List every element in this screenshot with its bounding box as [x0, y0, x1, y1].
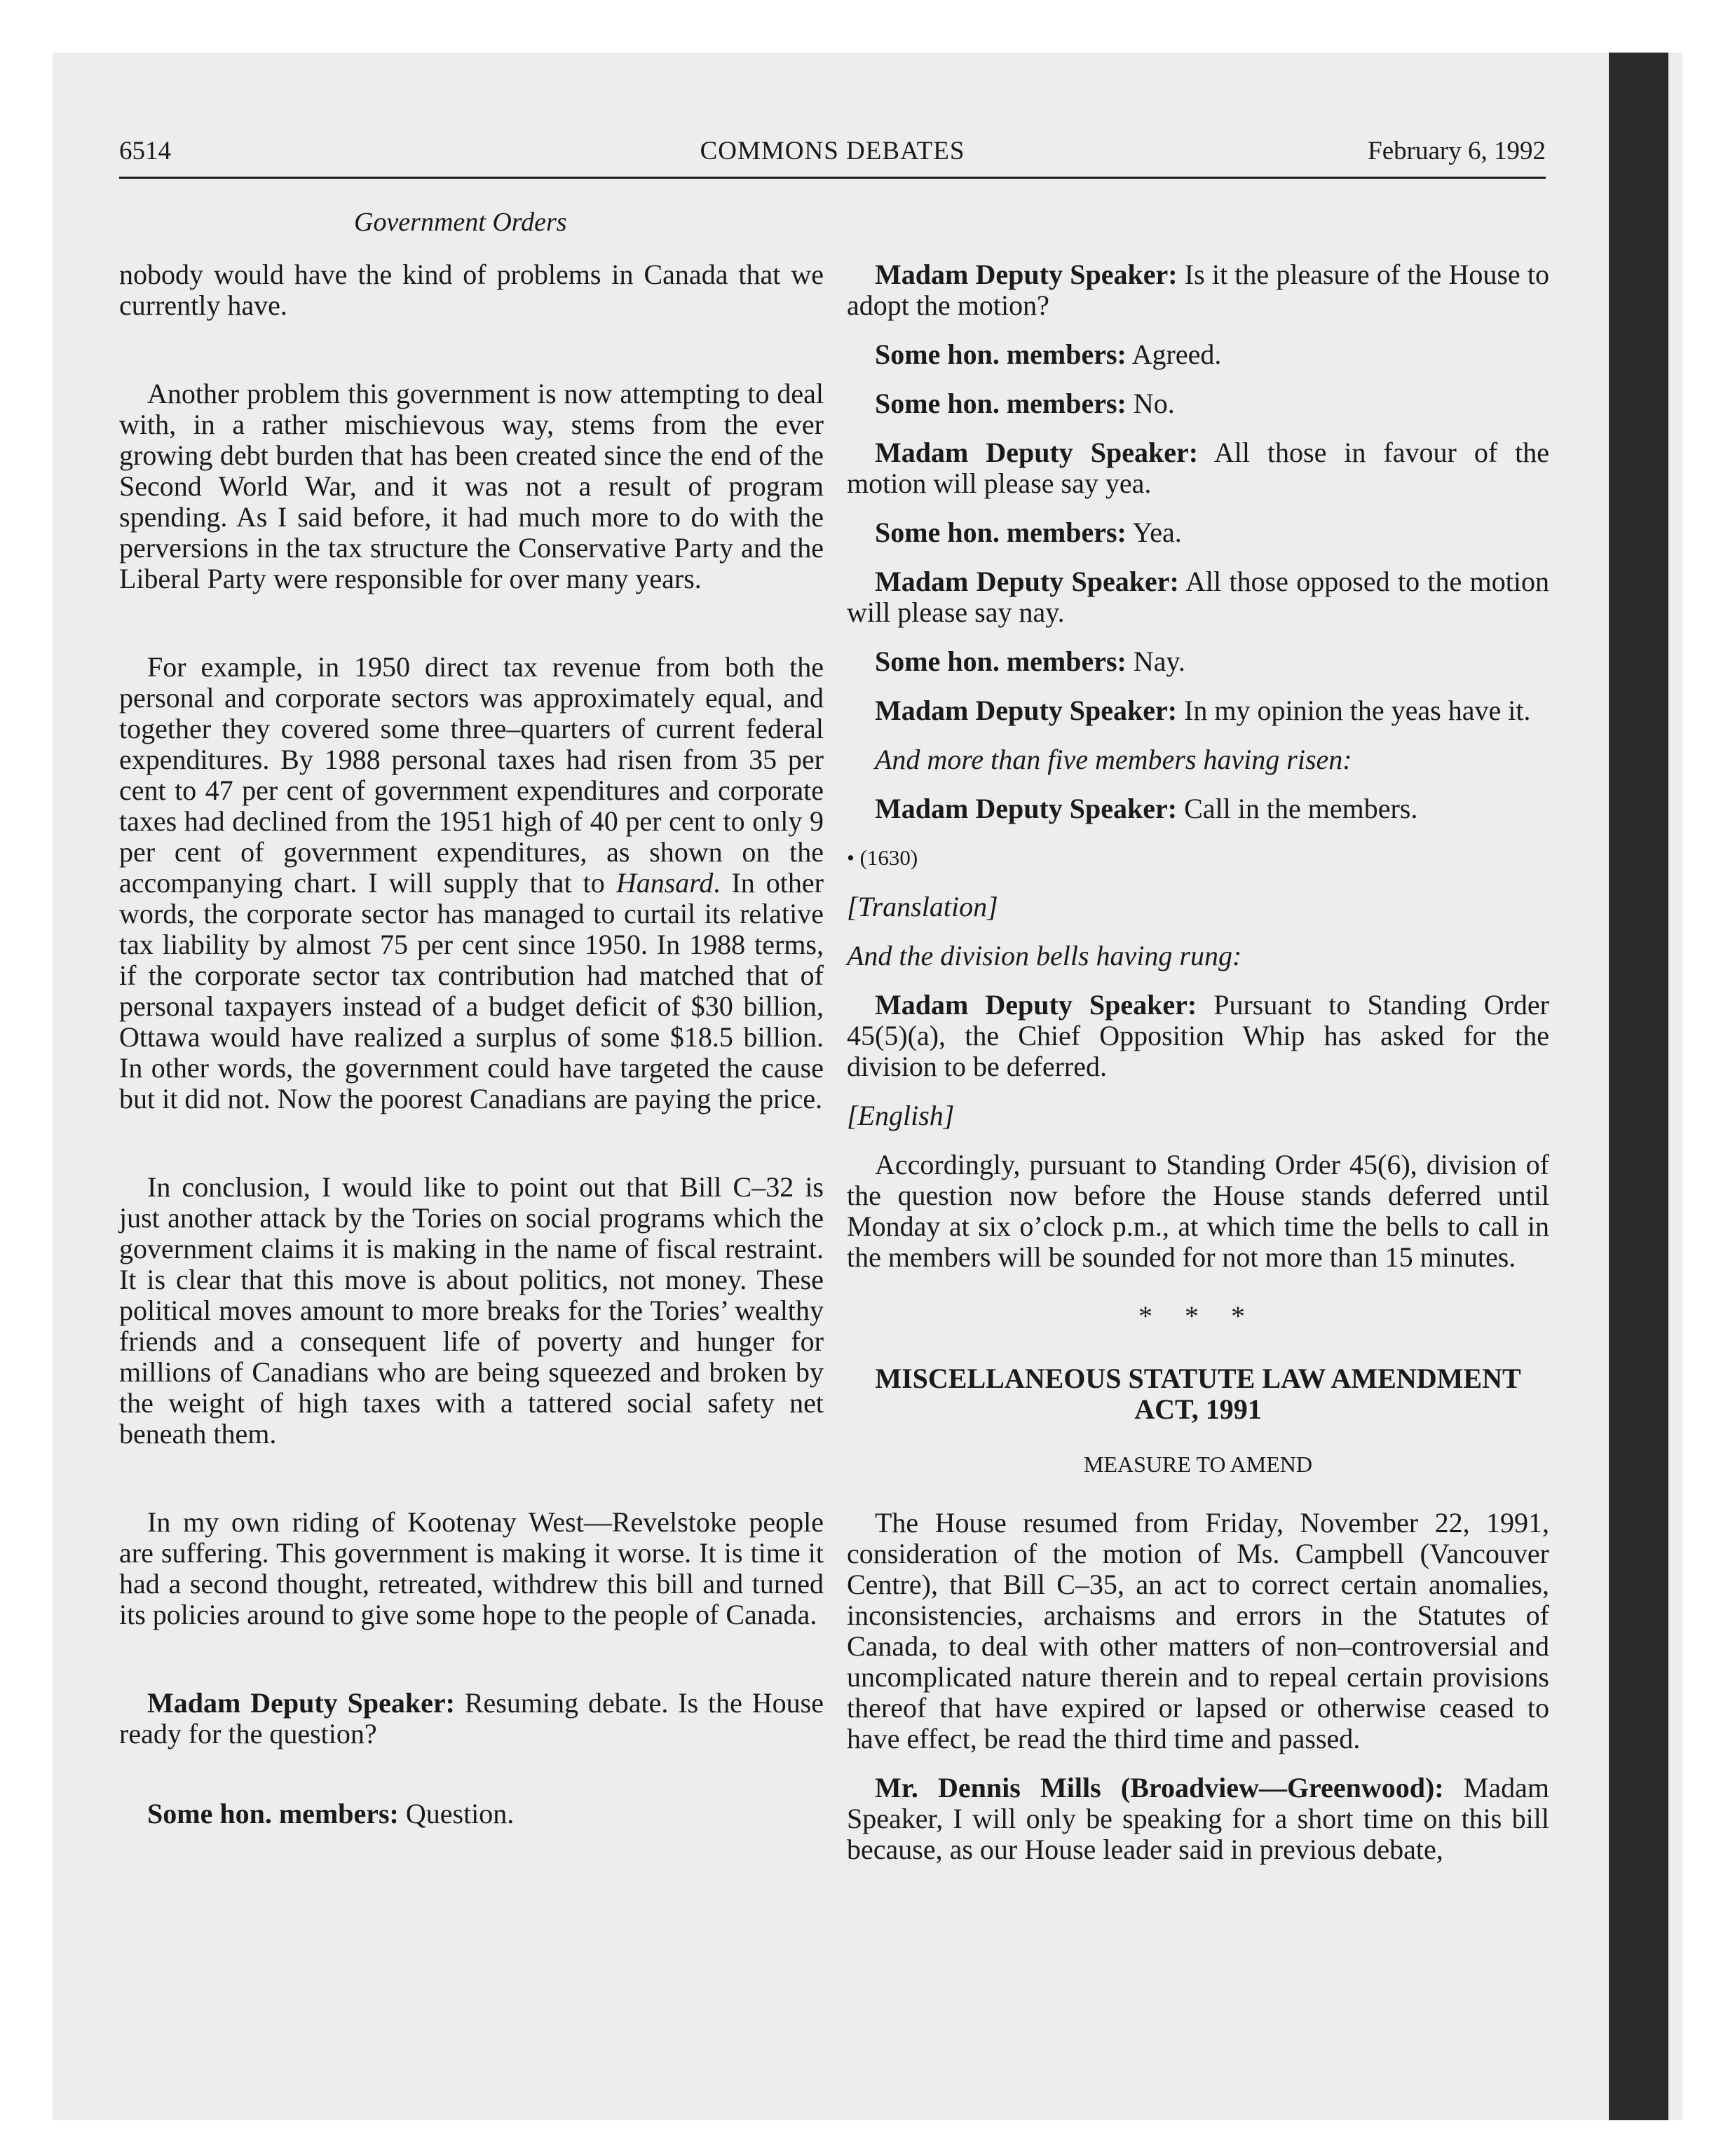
bill-headline: MISCELLANEOUS STATUTE LAW AMENDMENT ACT, 1991: [875, 1363, 1521, 1425]
speech-text: All those in favour of the motion will please say yea.: [847, 437, 1549, 499]
bill-subheading: MEASURE TO AMEND: [1084, 1452, 1312, 1477]
speech-text: Nay.: [1126, 646, 1185, 677]
publication-title: COMMONS DEBATES: [700, 137, 965, 165]
speech: [119, 1688, 824, 1749]
speech-text: Call in the members.: [1177, 793, 1418, 824]
speech-text: Question.: [398, 1798, 515, 1829]
paragraph-text: . In other words, the corporate sector has managed to curtail its relative tax liability by almost 75 per cent since 1950. In 1988 terms, if the corporate sector tax contribution had matched that of personal taxpayers instead of a budget deficit of $30 billion, Ottawa would have realized a surplus of some $18.5 billion. In other words, the government could have targeted the cause but it did not. Now the poorest Canadians are paying the price.: [119, 867, 824, 1114]
procedural-note: And more than five members having risen:: [875, 744, 1352, 775]
speech: [847, 517, 1549, 548]
speech-text: All those opposed to the motion will please say nay.: [847, 566, 1549, 628]
speaker-name: Some hon. members:: [147, 1798, 399, 1829]
speech: [847, 793, 1549, 824]
speaker-name: Madam Deputy Speaker:: [875, 989, 1197, 1021]
speaker-name: Madam Deputy Speaker:: [875, 566, 1179, 597]
right-column: [847, 259, 1549, 1883]
speaker-name: Some hon. members:: [875, 388, 1127, 419]
speech: [847, 388, 1549, 419]
page-number: 6514: [119, 137, 171, 165]
publication-date: February 6, 1992: [1368, 137, 1546, 165]
translation-marker: [Translation]: [847, 891, 998, 922]
left-column: [119, 259, 824, 1887]
time-marker: • (1630): [847, 845, 918, 870]
paragraph-text: For example, in 1950 direct tax revenue from both the personal and corporate sectors was approximately equal, and together they covered some three–quarters of current federal expenditures. By 1988 personal taxes had risen from 35 per cent to 47 per cent of government expenditures and corporate taxes had declined from the 1951 high of 40 per cent to only 9 per cent of government expenditures, as shown on the accompanying chart. I will supply that to: [119, 651, 824, 899]
page-header: [119, 128, 1546, 179]
speech: [847, 1773, 1549, 1865]
speech-text: Madam Speaker, I will only be speaking for a short time on this bill because, as our House leader said in previous debate,: [847, 1772, 1549, 1865]
speech-text: Yea.: [1126, 517, 1182, 548]
speech: [847, 259, 1549, 321]
language-marker: [English]: [847, 1100, 955, 1131]
speech: [119, 1799, 824, 1829]
speaker-name: Mr. Dennis Mills (Broadview—Greenwood):: [875, 1772, 1444, 1803]
scan-edge-shadow: [1609, 53, 1668, 2120]
speaker-name: Some hon. members:: [875, 339, 1127, 370]
speech: [847, 437, 1549, 499]
speaker-name: Madam Deputy Speaker:: [875, 695, 1178, 726]
section-separator: * * *: [1138, 1300, 1258, 1332]
paragraph: In conclusion, I would like to point out that Bill C–32 is just another attack by the Tories on social programs which the government claims it is making in the name of fiscal restraint. It is clear that this move is about politics, not money. These political moves amount to more breaks for the Tories’ wealthy friends and a consequent life of poverty and hunger for millions of Canadians who are being squeezed and broken by the weight of high taxes with a tattered social safety net beneath them.: [119, 1171, 824, 1449]
speech-text: In my opinion the yeas have it.: [1177, 695, 1531, 726]
hansard-reference: Hansard: [615, 867, 714, 899]
speech-text: Resuming debate. Is the House ready for the question?: [119, 1687, 824, 1749]
speech: [847, 695, 1549, 726]
paragraph: nobody would have the kind of problems in Canada that we currently have.: [119, 259, 824, 321]
paragraph: The House resumed from Friday, November 22, 1991, consideration of the motion of Ms. Campbell (Vancouver Centre), that Bill C–35, an act to correct certain anomalies, inconsistencies, archaisms and errors in the Statutes of Canada, to deal with other matters of non–controversial and uncomplicated nature therein and to repeal certain provisions thereof that have expired or lapsed or otherwise ceased to have effect, be read the third time and passed.: [847, 1507, 1549, 1754]
speech: [847, 339, 1549, 370]
paragraph: In my own riding of Kootenay West—Revelstoke people are suffering. This government is making it worse. It is time it had a second thought, retreated, withdrew this bill and turned its policies around to give some hope to the people of Canada.: [119, 1506, 824, 1630]
speech-text: No.: [1126, 388, 1175, 419]
paragraph: [119, 652, 824, 1114]
speaker-name: Some hon. members:: [875, 646, 1127, 677]
speech: [847, 990, 1549, 1082]
speaker-name: Madam Deputy Speaker:: [875, 793, 1178, 824]
speech: [847, 646, 1549, 677]
speaker-name: Madam Deputy Speaker:: [875, 437, 1199, 468]
speech-text: Pursuant to Standing Order 45(5)(a), the Chief Opposition Whip has asked for the division to be deferred.: [847, 989, 1549, 1082]
speaker-name: Madam Deputy Speaker:: [875, 259, 1178, 290]
procedural-note: And the division bells having rung:: [847, 940, 1242, 971]
speech: [847, 566, 1549, 628]
speech-text: Is it the pleasure of the House to adopt the motion?: [847, 259, 1550, 321]
speaker-name: Some hon. members:: [875, 517, 1127, 548]
paragraph: Accordingly, pursuant to Standing Order 45(6), division of the question now before the House stands deferred until Monday at six o’clock p.m., at which time the bells to call in the members will be sounded for not more than 15 minutes.: [847, 1149, 1549, 1273]
speaker-name: Madam Deputy Speaker:: [147, 1687, 455, 1719]
paragraph: Another problem this government is now attempting to deal with, in a rather mischievous way, stems from the ever growing debt burden that has been created since the end of the Second World War, and it was not a result of program spending. As I said before, it had much more to do with the perversions in the tax structure the Conservative Party and the Liberal Party were responsible for over many years.: [119, 378, 824, 594]
section-label: Government Orders: [354, 207, 567, 237]
speech-text: Agreed.: [1126, 339, 1222, 370]
